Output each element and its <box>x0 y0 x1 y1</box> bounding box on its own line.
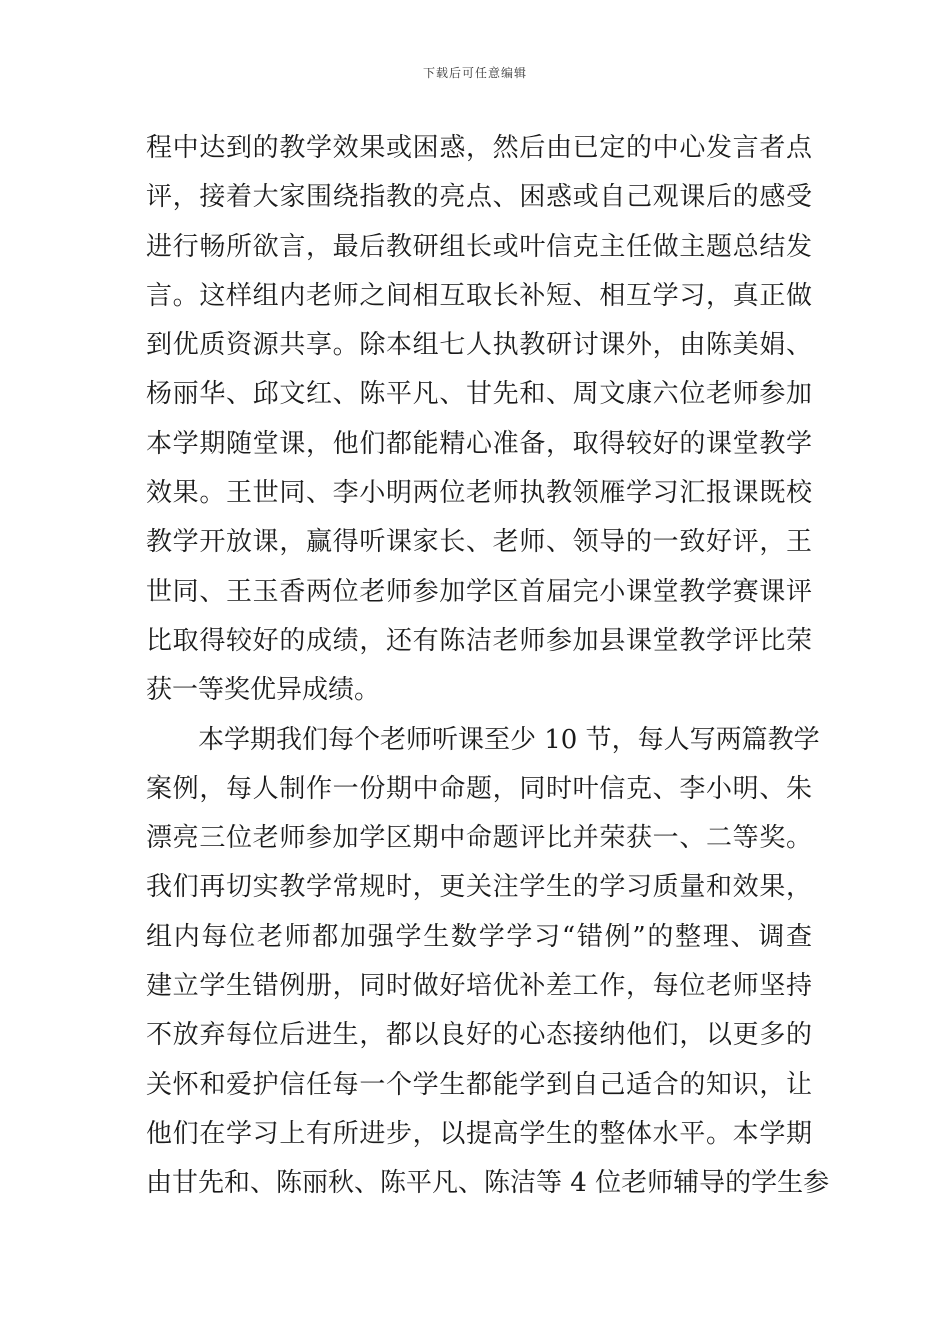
text-line: 杨丽华、邱文红、陈平凡、甘先和、周文康六位老师参加 <box>146 379 812 410</box>
text-line: 本学期随堂课，他们都能精心准备，取得较好的课堂教学 <box>146 428 812 459</box>
text-line: 获一等奖优异成绩。 <box>146 675 381 706</box>
text-line: 教学开放课，赢得听课家长、老师、领导的一致好评，王 <box>146 527 812 558</box>
text-line: 言。这样组内老师之间相互取长补短、相互学习，真正做 <box>146 280 812 311</box>
text-line: 不放弃每位后进生，都以良好的心态接纳他们，以更多的 <box>146 1020 812 1051</box>
text-line: 我们再切实教学常规时，更关注学生的学习质量和效果， <box>146 872 812 903</box>
text-line: 漂亮三位老师参加学区期中命题评比并荣获一、二等奖。 <box>146 823 812 854</box>
text-line: 到优质资源共享。除本组七人执教研讨课外，由陈美娟、 <box>146 330 812 361</box>
text-line: 效果。王世同、李小明两位老师执教领雁学习汇报课既校 <box>146 478 812 509</box>
text-line: 案例，每人制作一份期中命题，同时叶信克、李小明、朱 <box>146 773 812 804</box>
text-line: 评，接着大家围绕指教的亮点、困惑或自己观课后的感受 <box>146 182 812 213</box>
text-line: 由甘先和、陈丽秋、陈平凡、陈洁等 4 位老师辅导的学生参 <box>146 1168 830 1199</box>
text-line: 组内每位老师都加强学生数学学习“错例”的整理、调查 <box>146 921 812 952</box>
text-line: 进行畅所欲言，最后教研组长或叶信克主任做主题总结发 <box>146 231 812 262</box>
text-line: 建立学生错例册，同时做好培优补差工作，每位老师坚持 <box>146 971 812 1002</box>
page-header: 下载后可任意编辑 <box>422 66 527 80</box>
body-text <box>146 124 830 1209</box>
text-line: 世同、王玉香两位老师参加学区首届完小课堂教学赛课评 <box>146 576 812 607</box>
text-line: 他们在学习上有所进步，以提高学生的整体水平。本学期 <box>146 1118 812 1149</box>
text-line: 关怀和爱护信任每一个学生都能学到自己适合的知识，让 <box>146 1069 812 1100</box>
paragraph-first-line: 本学期我们每个老师听课至少 10 节，每人写两篇教学 <box>146 724 820 755</box>
text-line: 比取得较好的成绩，还有陈洁老师参加县课堂教学评比荣 <box>146 625 812 656</box>
text-line: 程中达到的教学效果或困惑，然后由已定的中心发言者点 <box>146 133 812 163</box>
